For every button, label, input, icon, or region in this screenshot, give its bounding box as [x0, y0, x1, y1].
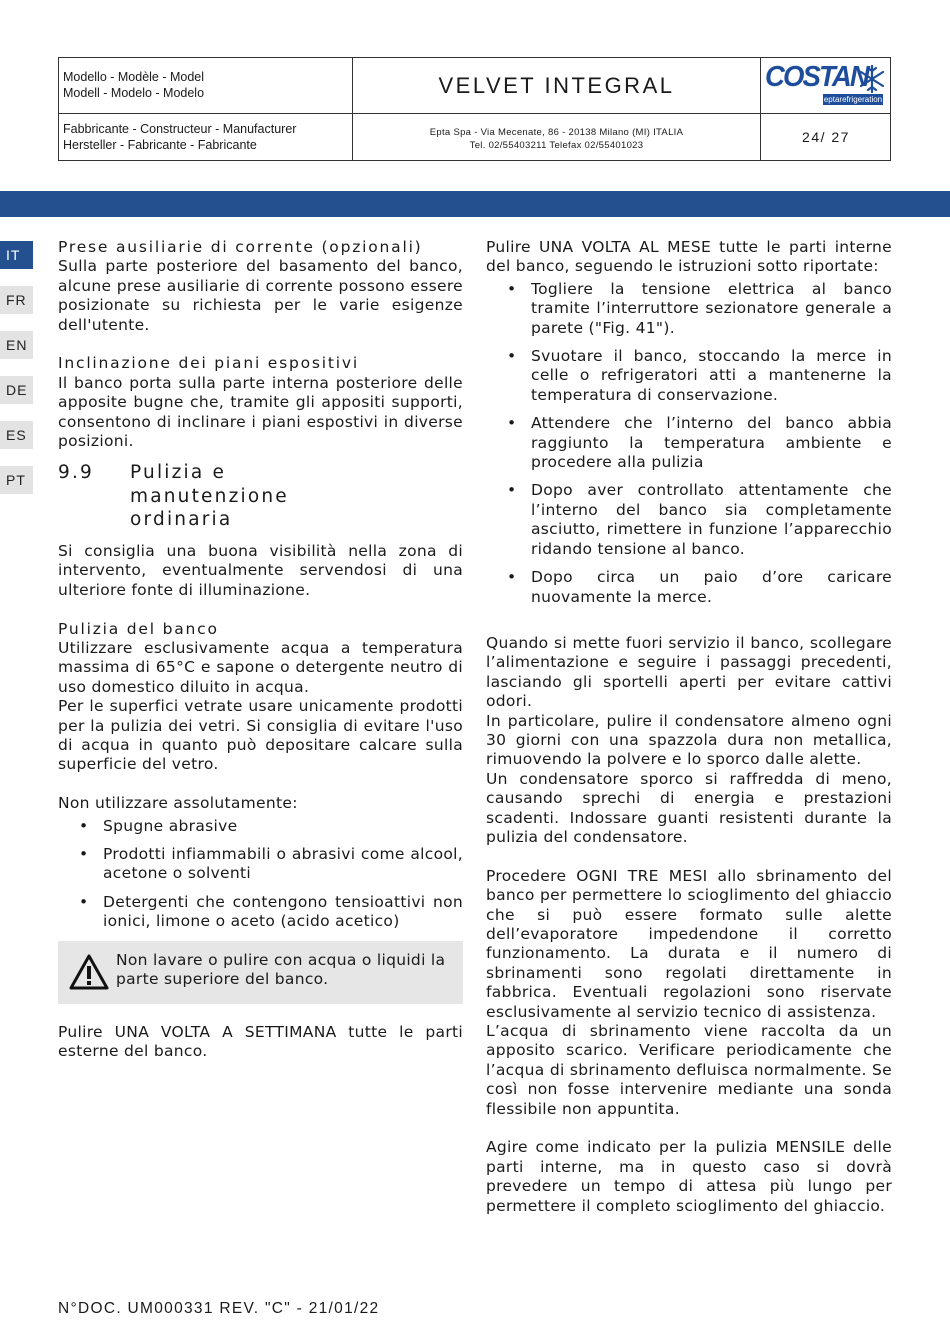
paragraph: Un condensatore sporco si raffredda di meno, causando sprechi di energia e prestazioni scadenti. Indossare guanti resistenti durante la pulizia del condensatore. — [486, 769, 892, 846]
list-item: • Dopo aver controllato attentamente che l’interno del banco sia completamente asciutto, rimettere in funzione l’apparecchio ridando tensione al banco. — [486, 481, 892, 559]
paragraph: Sulla parte posteriore del basamento del banco, alcune prese ausiliarie di corrente possono essere posizionate su richiesta per le varie esigenze dell'utente. — [58, 257, 463, 334]
section-number: 9.9 — [58, 462, 95, 484]
warning-box — [58, 941, 463, 1004]
paragraph: Si consiglia una buona visibilità nella zona di intervento, eventualmente servendosi di una ulteriore fonte di illuminazione. — [58, 541, 463, 599]
model-title: VELVET INTEGRAL — [353, 58, 760, 114]
lang-tab-de[interactable]: DE — [0, 376, 33, 404]
model-label-line-1: Modello - Modèle - Model — [63, 70, 205, 84]
paragraph: Quando si mette fuori servizio il banco, scollegare l’alimentazione e seguire i passaggi precedenti, lasciando gli sportelli aperti per evitare cattivi odori. — [486, 633, 892, 711]
logo-subtitle: eptarefrigeration — [823, 95, 883, 104]
list-item: • Detergenti che contengono tensioattivi non ionici, limone o aceto (acido acetico) — [58, 893, 463, 932]
subheading-auxiliary-sockets: Prese ausiliarie di corrente (opzionali) — [58, 238, 423, 256]
lang-tab-pt[interactable]: PT — [0, 466, 33, 494]
manufacturer-label-line-2: Hersteller - Fabricante - Fabricante — [63, 137, 257, 152]
costan-logo — [760, 58, 891, 114]
paragraph: Il banco porta sulla parte interna posteriore delle apposite bugne che, tramite gli appositi supporti, consentono di inclinare i piani espostivi in diverse posizioni. — [58, 373, 463, 451]
warning-icon — [68, 953, 110, 991]
bullet-list — [486, 280, 892, 607]
document-header — [58, 57, 891, 161]
document-number: N°DOC. UM000331 REV. "C" - 21/01/22 — [58, 1300, 380, 1317]
section-title: Pulizia e manutenzione ordinaria — [130, 462, 289, 531]
lang-tab-fr[interactable]: FR — [0, 286, 33, 314]
model-label-line-2: Modell - Modelo - Modelo — [63, 85, 205, 100]
left-column — [58, 238, 463, 1061]
paragraph: Pulire UNA VOLTA A SETTIMANA tutte le parti esterne del banco. — [58, 1022, 463, 1061]
model-label — [59, 58, 353, 114]
lang-tab-it[interactable]: IT — [0, 241, 33, 269]
lang-tab-es[interactable]: ES — [0, 421, 33, 449]
list-item: • Svuotare il banco, stoccando la merce in celle o refrigeratori atti a mantenerne la temperatura di conservazione. — [486, 347, 892, 405]
subheading-counter-cleaning: Pulizia del banco — [58, 619, 219, 638]
right-column — [486, 238, 892, 1216]
lang-tab-en[interactable]: EN — [0, 331, 33, 359]
manufacturer-label-line-1: Fabbricante - Constructeur - Manufacturer — [63, 122, 297, 136]
address-line-2: Tel. 02/55403211 Telefax 02/55401023 — [469, 140, 644, 151]
bullet-list — [58, 817, 463, 932]
page-number: 24/ 27 — [760, 114, 891, 161]
paragraph: Pulire UNA VOLTA AL MESE tutte le parti interne del banco, seguendo le istruzioni sotto riportate: — [486, 238, 892, 276]
paragraph: Non utilizzare assolutamente: — [58, 794, 298, 813]
subheading-shelf-inclination: Inclinazione dei piani espositivi — [58, 354, 359, 373]
header-band — [0, 191, 950, 217]
paragraph: L’acqua di sbrinamento viene raccolta da un apposito scarico. Verificare periodicamente che l’acqua di sbrinamento defluisca normalmente. Se così non fosse intervenire mediante una sonda flessibile non appuntita. — [486, 1022, 892, 1118]
logo-text: COSTAN — [765, 61, 868, 93]
list-item: • Dopo circa un paio d’ore caricare nuovamente la merce. — [486, 568, 892, 607]
paragraph: Procedere OGNI TRE MESI allo sbrinamento del banco per permettere lo scioglimento del ghiaccio che si può essere formato sulle alette dell’evaporatore impedendone il corretto funzionamento. La durata e il numero di sbrinamenti sono regolati direttamente in fabbrica. Eventuali regolazioni sono riservate esclusivamente al servizio tecnico di assistenza. — [486, 866, 892, 1021]
address-line-1: Epta Spa - Via Mecenate, 86 - 20138 Milano (MI) ITALIA — [429, 127, 684, 138]
paragraph: Utilizzare esclusivamente acqua a temperatura massima di 65°C e sapone o detergente neutro di uso domestico diluito in acqua. — [58, 638, 463, 696]
manufacturer-address — [353, 114, 760, 161]
paragraph: Agire come indicato per la pulizia MENSILE delle parti interne, ma in questo caso si dovrà prevedere un tempo di attesa più lungo per permettere il completo scioglimento del ghiaccio. — [486, 1138, 892, 1215]
paragraph: In particolare, pulire il condensatore almeno ogni 30 giorni con una spazzola dura non metallica, rimuovendo la polvere e lo sporco dalle alette. — [486, 711, 892, 769]
list-item: • Prodotti infiammabili o abrasivi come alcool, acetone o solventi — [58, 845, 463, 884]
list-item: • Spugne abrasive — [58, 817, 463, 836]
paragraph: Per le superfici vetrate usare unicamente prodotti per la pulizia dei vetri. Si consiglia di evitare l'uso di acqua in quanto può depositare calcare sulla superficie del vetro. — [58, 697, 463, 774]
section-heading — [58, 461, 463, 532]
snowflake-icon — [859, 64, 885, 94]
warning-text: Non lavare o pulire con acqua o liquidi la parte superiore del banco. — [116, 950, 446, 989]
list-item: • Attendere che l’interno del banco abbia raggiunto la temperatura ambiente e procedere alla pulizia — [486, 414, 892, 472]
manufacturer-label — [59, 114, 353, 161]
list-item: • Togliere la tensione elettrica al banco tramite l’interruttore sezionatore generale a parete ("Fig. 41"). — [486, 280, 892, 338]
